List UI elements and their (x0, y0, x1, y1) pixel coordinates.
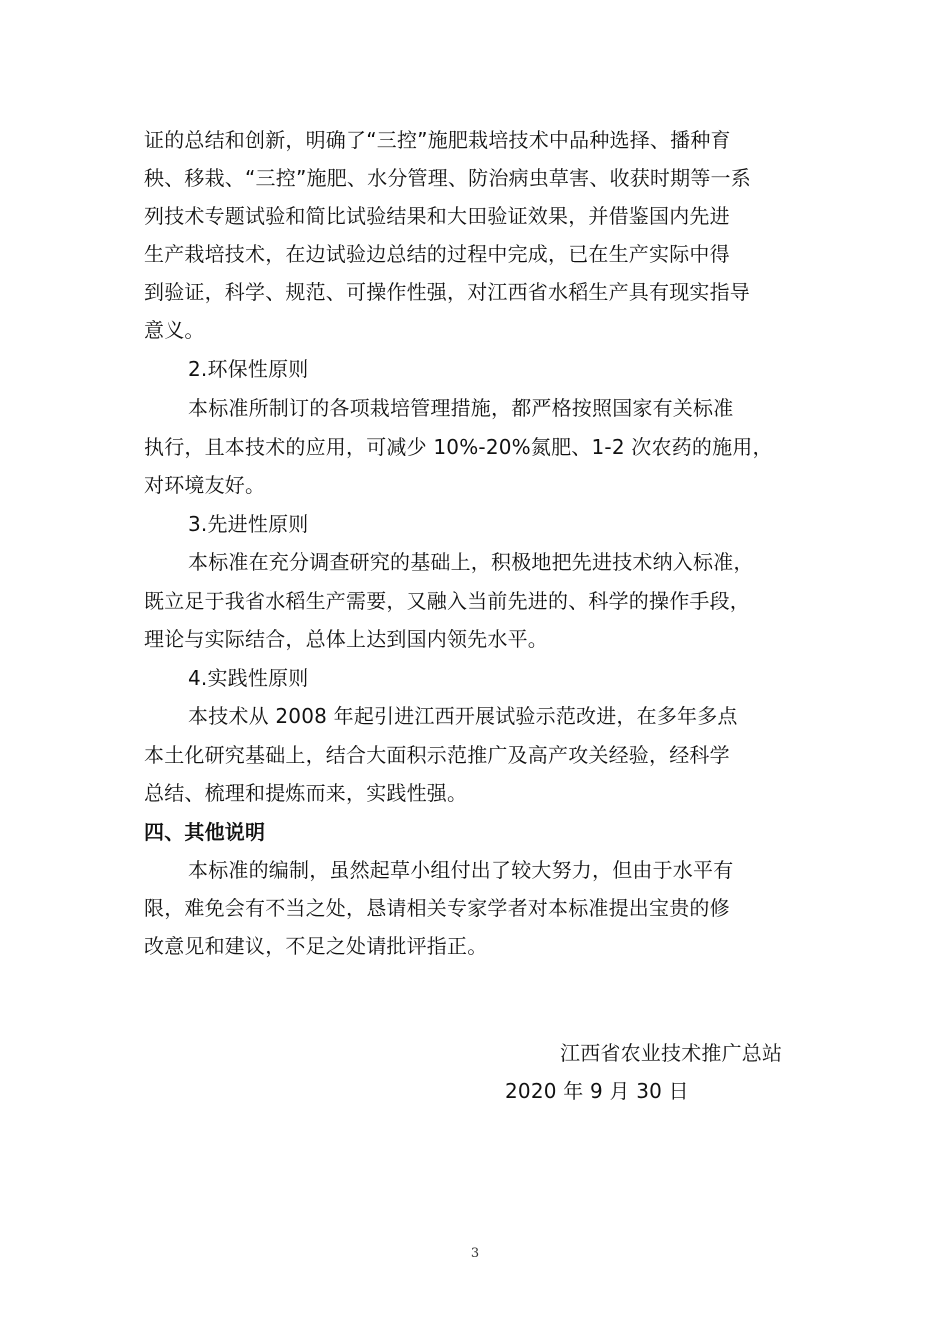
section-heading: 2.环保性原则 (188, 357, 309, 381)
paragraph-line: 对环境友好。 (144, 473, 266, 497)
paragraph-line: 总结、梳理和提炼而来，实践性强。 (144, 781, 468, 805)
paragraph-line: 限，难免会有不当之处，恳请相关专家学者对本标准提出宝贵的修 (144, 896, 730, 920)
paragraph-line: 既立足于我省水稻生产需要，又融入当前先进的、科学的操作手段， (144, 589, 750, 613)
section-heading: 3.先进性原则 (188, 512, 309, 536)
paragraph-line: 本标准在充分调查研究的基础上，积极地把先进技术纳入标准， (188, 550, 754, 574)
paragraph-line: 列技术专题试验和简比试验结果和大田验证效果，并借鉴国内先进 (144, 204, 730, 228)
paragraph-line: 执行，且本技术的应用，可减少 10%-20%氮肥、1-2 次农药的施用， (144, 435, 773, 459)
paragraph-line: 秧、移栽、“三控”施肥、水分管理、防治病虫草害、收获时期等一系 (144, 166, 751, 190)
paragraph-line: 意义。 (144, 318, 205, 342)
paragraph-line: 本土化研究基础上，结合大面积示范推广及高产攻关经验，经科学 (144, 743, 730, 767)
page-number: 3 (470, 1246, 480, 1261)
paragraph-line: 本标准的编制，虽然起草小组付出了较大努力，但由于水平有 (188, 858, 734, 882)
signature-date: 2020 年 9 月 30 日 (505, 1079, 689, 1103)
paragraph-line: 生产栽培技术，在边试验边总结的过程中完成，已在生产实际中得 (144, 242, 730, 266)
chapter-heading: 四、其他说明 (144, 820, 266, 844)
paragraph-line: 证的总结和创新，明确了“三控”施肥栽培技术中品种选择、播种育 (144, 128, 731, 152)
paragraph-line: 理论与实际结合，总体上达到国内领先水平。 (144, 627, 548, 651)
signature-org: 江西省农业技术推广总站 (560, 1041, 783, 1065)
paragraph-line: 改意见和建议，不足之处请批评指正。 (144, 934, 488, 958)
paragraph-line: 本标准所制订的各项栽培管理措施，都严格按照国家有关标准 (188, 396, 734, 420)
paragraph-line: 到验证，科学、规范、可操作性强，对江西省水稻生产具有现实指导 (144, 280, 750, 304)
section-heading: 4.实践性原则 (188, 666, 309, 690)
paragraph-line: 本技术从 2008 年起引进江西开展试验示范改进，在多年多点 (188, 704, 738, 728)
